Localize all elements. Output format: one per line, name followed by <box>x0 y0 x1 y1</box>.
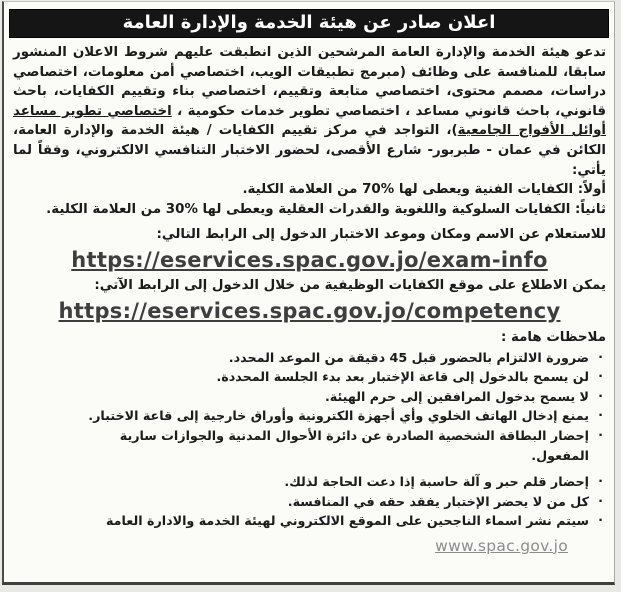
note-text: يمنع إدخال الهاتف الخلوي وأي أجهزة الكترونية وأوراق خارجية إلى قاعة الاختبار. <box>88 408 589 424</box>
note-item-no-devices <box>13 406 606 426</box>
bullet-dot-icon: · <box>598 348 603 364</box>
intro-paragraph <box>13 43 606 180</box>
note-item-results-published <box>13 511 606 531</box>
bullet-dot-icon: · <box>598 407 603 423</box>
bullet-dot-icon: · <box>598 426 603 442</box>
announcement-title: اعلان صادر عن هيئة الخدمة والإدارة العامة <box>122 12 496 33</box>
note-item-bring-id <box>13 426 606 465</box>
note-item-absence-penalty <box>13 492 606 512</box>
note-item-no-late-entry <box>13 367 606 387</box>
note-text: لن يسمح بالدخول إلى قاعة الإختبار بعد بدء الجلسة المحددة. <box>216 369 589 385</box>
bullet-dot-icon: · <box>598 387 603 403</box>
announcement-header-bar <box>9 9 609 38</box>
scoring-item-first: أولاً: الكفايات الفنية ويعطى لها %70 من العلامة الكلية. <box>242 182 606 198</box>
bullet-dot-icon: · <box>598 473 603 489</box>
notes-list <box>13 348 606 531</box>
note-item-arrival-time <box>13 348 606 368</box>
competency-link-label: يمكن الاطلاع على موقع الكفايات الوظيفية من خلال الدخول إلى الرابط الآتي: <box>94 277 606 293</box>
note-text: إحضار البطاقة الشخصية الصادرة عن دائرة الأحوال المدنية والجوازات سارية المفعول. <box>119 427 589 463</box>
exam-info-link[interactable]: https://eservices.spac.gov.jo/exam-info <box>71 247 548 272</box>
footer-website-row <box>13 531 606 555</box>
announcement-body <box>4 42 614 555</box>
bullet-dot-icon: · <box>598 368 603 384</box>
intro-text-part2: )، التواجد في مركز تقييم الكفايات / هيئة الخدمة والإدارة العامة، الكائن في عمان - طبربور- شارع الأقصى، لحضور الاختبار التنافسي الالكتروني، وفقاً لما يأتي: <box>13 123 606 178</box>
note-item-bring-pen <box>13 472 606 492</box>
note-text: سيتم نشر اسماء الناجحين على الموقع الالكتروني لهيئة الخدمة والادارة العامة <box>105 513 589 529</box>
bullet-dot-icon: · <box>598 512 603 528</box>
note-text: ضرورة الالتزام بالحضور قبل 45 دقيقة من الموعد المحدد. <box>228 349 589 365</box>
note-text: كل من لا يحضر الإختبار يفقد حقه في المنافسة. <box>287 493 589 509</box>
intro-underlined-job-title: اختصاصي تطوير مساعد أوائل الأفواج الجامعية <box>13 103 606 139</box>
notes-heading: ملاحظات هامة : <box>500 329 606 345</box>
bullet-dot-icon: · <box>598 492 603 508</box>
announcement-document <box>2 1 615 585</box>
exam-link-label: للاستعلام عن الاسم ومكان وموعد الاختبار الدخول إلى الرابط التالي: <box>156 227 606 243</box>
note-item-no-companions <box>13 387 606 407</box>
competency-link[interactable]: https://eservices.spac.gov.jo/competency <box>58 298 561 323</box>
scoring-item-second: ثانياً: الكفايات السلوكية واللغوية والقدرات العقلية ويعطى لها %30 من العلامة الكلية. <box>46 201 606 217</box>
spac-website-link[interactable]: www.spac.gov.jo <box>435 536 568 555</box>
note-text: لا يسمح بدخول المرافقين إلى حرم الهيئة. <box>324 388 589 404</box>
note-text: إحضار قلم حبر و آلة حاسبة إذا دعت الحاجة لذلك. <box>284 474 589 490</box>
intro-text-part1: تدعو هيئة الخدمة والإدارة العامة المرشحين الذين انطبقت عليهم شروط الاعلان المنشور سابقا، للمنافسة على وظائف (مبرمج تطبيقات الويب، اختصاصي أمن معلومات، اختصاصي دراسات، مصمم محتوى، اختصاصي متابعة وتقييم، اختصاصي بناء وتقييم الكفايات، باحث قانوني، باحث قانوني مساعد ، اختصاصي تطوير خدمات حكومية ، <box>13 45 606 119</box>
